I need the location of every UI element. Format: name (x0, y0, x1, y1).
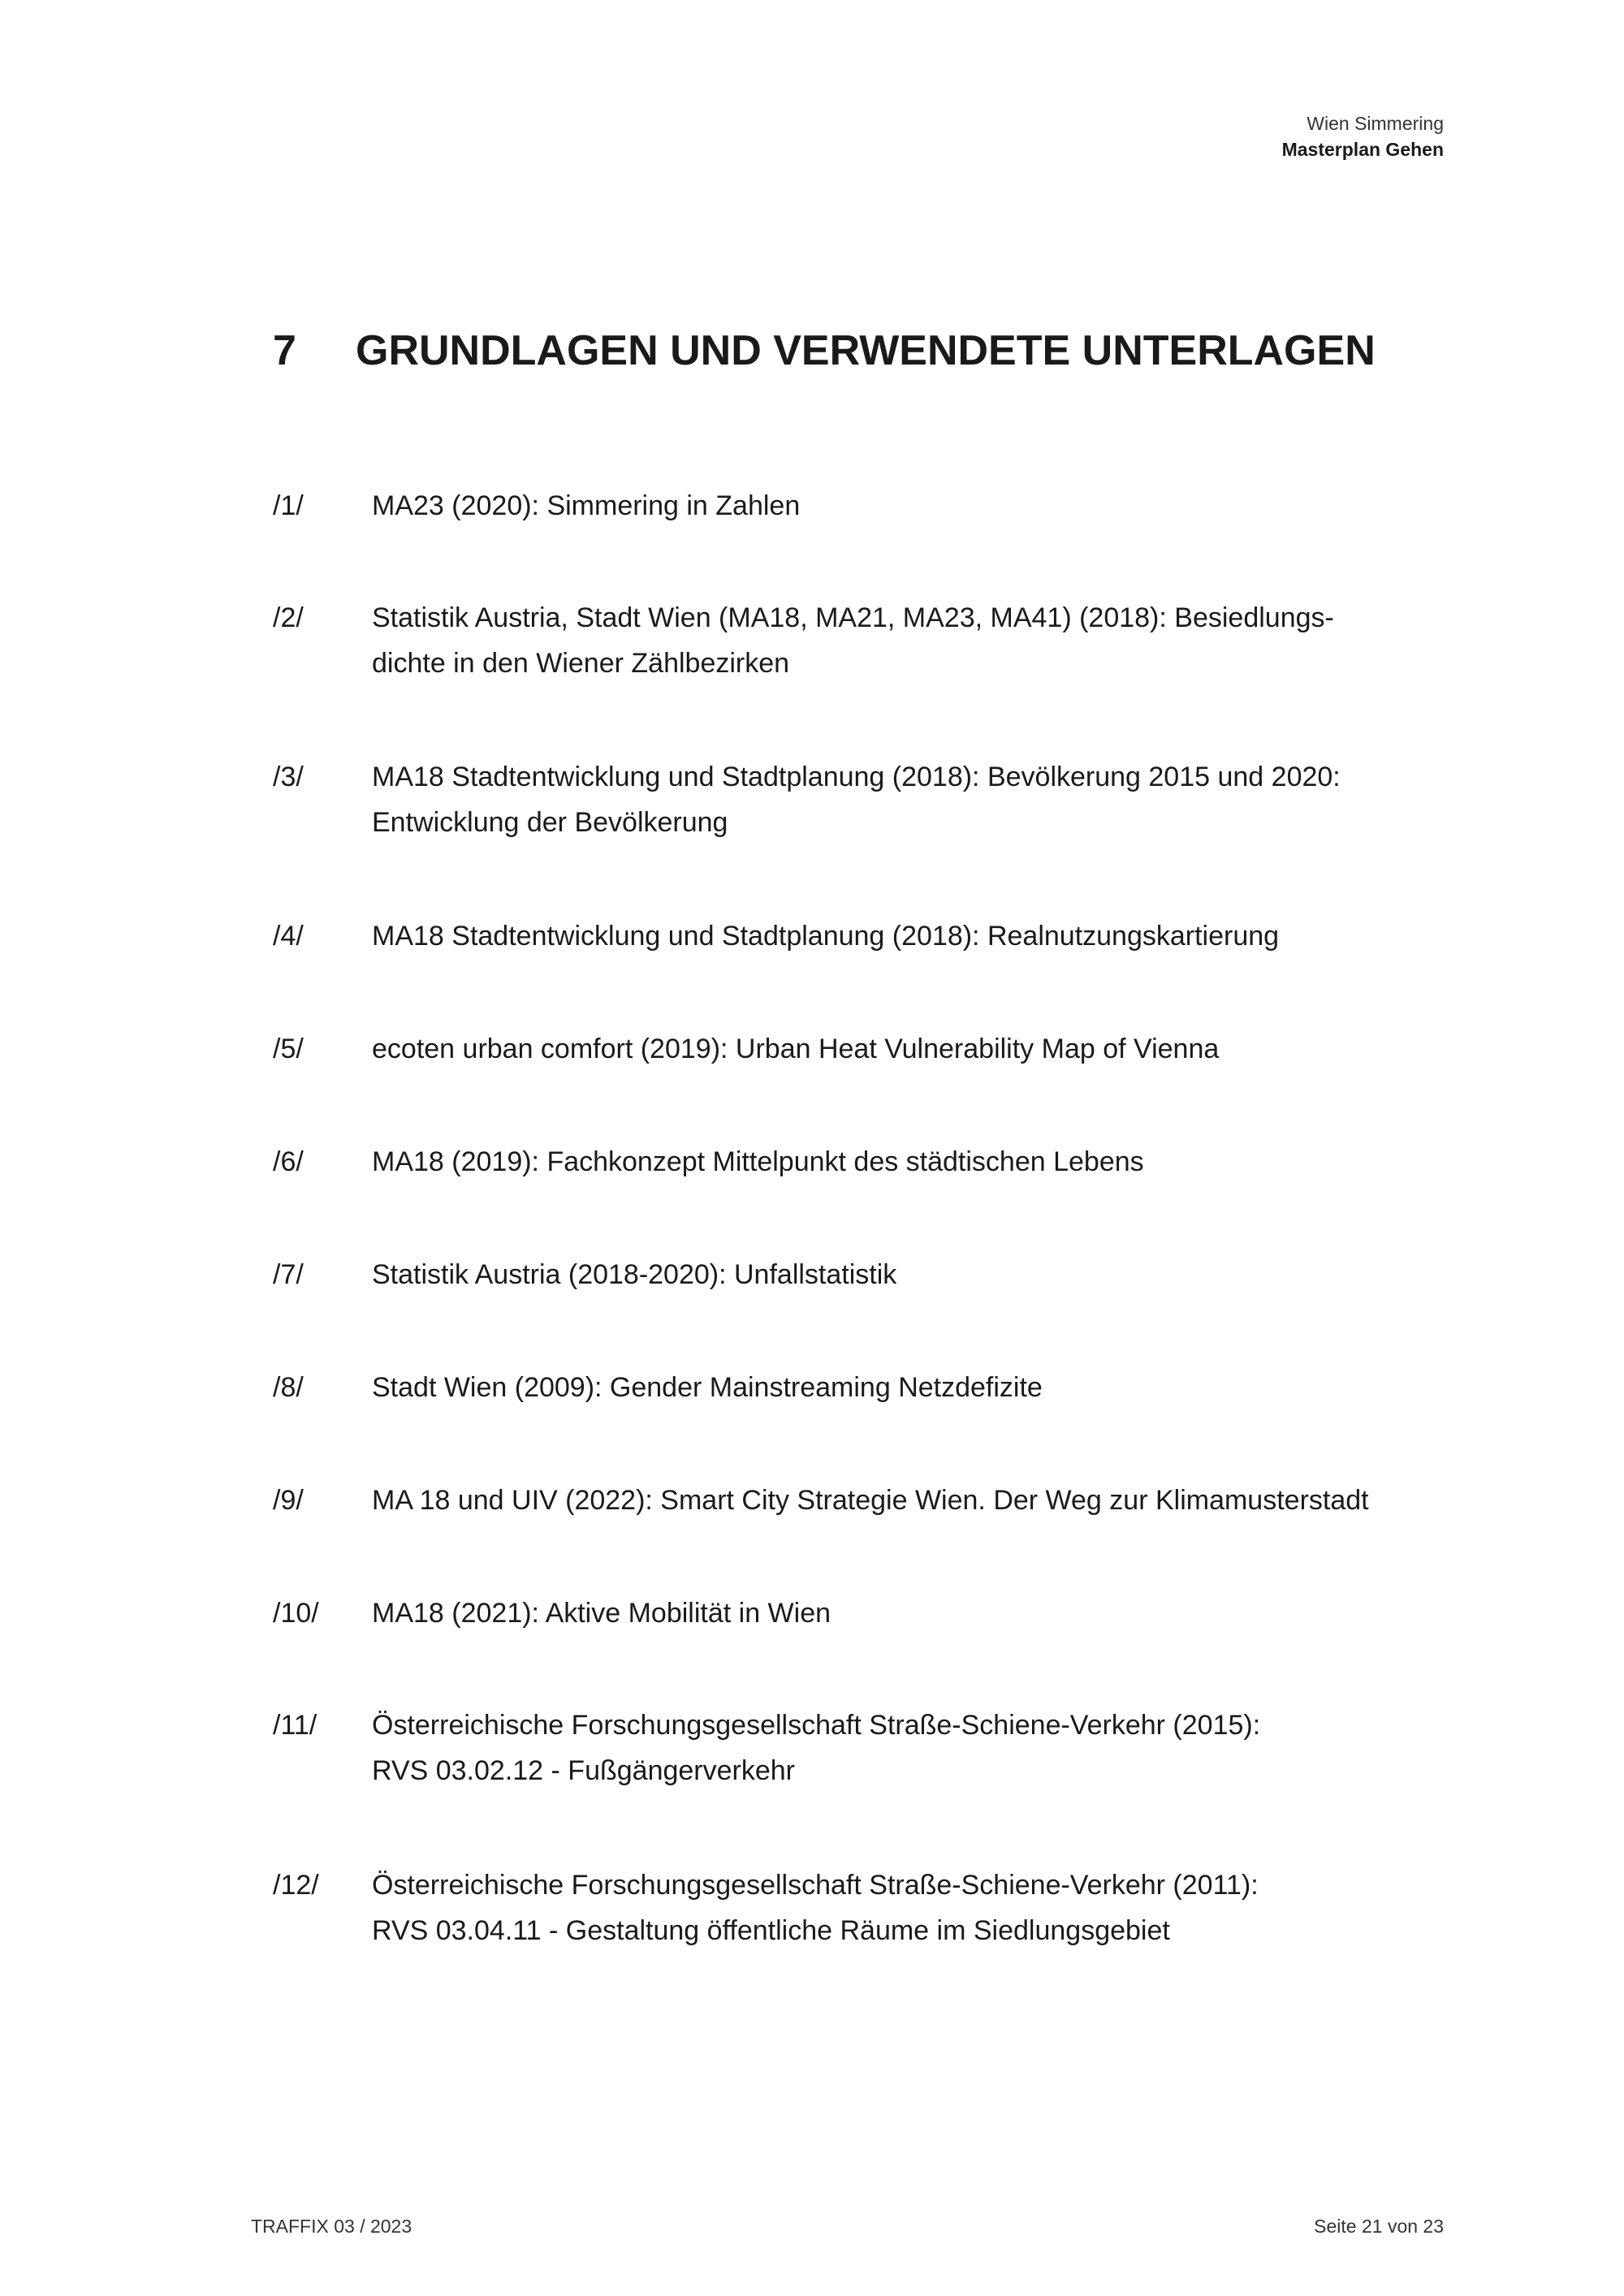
reference-item (273, 754, 1450, 845)
reference-line: Entwicklung der Bevölkerung (372, 807, 728, 838)
reference-text (372, 1139, 1450, 1185)
reference-line: MA23 (2020): Simmering in Zahlen (372, 490, 801, 521)
page-header (1282, 110, 1444, 162)
reference-text (372, 1703, 1450, 1793)
reference-item (273, 1252, 1450, 1297)
chapter-title: GRUNDLAGEN UND VERWENDETE UNTERLAGEN (356, 327, 1376, 374)
reference-item (273, 595, 1450, 686)
reference-line: Statistik Austria (2018-2020): Unfallstatistik (372, 1259, 897, 1290)
reference-text (372, 913, 1450, 959)
reference-text (372, 1862, 1450, 1953)
reference-item (273, 1590, 1450, 1636)
reference-number: /5/ (273, 1034, 304, 1064)
reference-number: /9/ (273, 1485, 304, 1516)
reference-line: MA 18 und UIV (2022): Smart City Strategie Wien. Der Weg zur Klimamusterstadt (372, 1485, 1369, 1516)
header-location: Wien Simmering (1307, 113, 1444, 134)
reference-number: /12/ (273, 1870, 319, 1901)
reference-number: /11/ (273, 1710, 317, 1741)
reference-item (273, 1703, 1450, 1793)
reference-text (372, 483, 1450, 529)
reference-number: /4/ (273, 921, 304, 952)
reference-item (273, 1478, 1450, 1523)
reference-text (372, 595, 1450, 686)
reference-number: /3/ (273, 762, 304, 792)
reference-line: Österreichische Forschungsgesellschaft Straße-Schiene-Verkehr (2011): (372, 1870, 1259, 1901)
reference-text (372, 1252, 1450, 1297)
reference-line: Österreichische Forschungsgesellschaft Straße-Schiene-Verkehr (2015): (372, 1710, 1261, 1741)
reference-item (273, 913, 1450, 959)
reference-text (372, 1026, 1450, 1072)
reference-line: RVS 03.04.11 - Gestaltung öffentliche Räume im Siedlungsgebiet (372, 1915, 1170, 1946)
reference-line: Statistik Austria, Stadt Wien (MA18, MA21, MA23, MA41) (2018): Besiedlungs- (372, 602, 1334, 633)
footer-page-number: Seite 21 von 23 (1314, 2216, 1444, 2237)
reference-text (372, 754, 1450, 845)
reference-text (372, 1590, 1450, 1636)
reference-item (273, 1365, 1450, 1410)
reference-number: /2/ (273, 602, 304, 633)
reference-line: Stadt Wien (2009): Gender Mainstreaming Netzdefizite (372, 1372, 1043, 1403)
chapter-number: 7 (273, 327, 296, 374)
reference-number: /6/ (273, 1146, 304, 1177)
reference-item (273, 1139, 1450, 1185)
reference-number: /7/ (273, 1259, 304, 1290)
reference-line: MA18 Stadtentwicklung und Stadtplanung (2018): Bevölkerung 2015 und 2020: (372, 762, 1341, 792)
reference-line: ecoten urban comfort (2019): Urban Heat Vulnerability Map of Vienna (372, 1034, 1220, 1064)
reference-text (372, 1478, 1450, 1523)
reference-item (273, 483, 1450, 529)
reference-line: RVS 03.02.12 - Fußgängerverkehr (372, 1755, 795, 1786)
reference-line: MA18 (2019): Fachkonzept Mittelpunkt des städtischen Lebens (372, 1146, 1144, 1177)
reference-item (273, 1026, 1450, 1072)
reference-line: MA18 Stadtentwicklung und Stadtplanung (2018): Realnutzungskartierung (372, 921, 1280, 952)
reference-number: /8/ (273, 1372, 304, 1403)
reference-text (372, 1365, 1450, 1410)
reference-item (273, 1862, 1450, 1953)
header-title: Masterplan Gehen (1281, 139, 1444, 160)
reference-number: /1/ (273, 490, 304, 521)
reference-number: /10/ (273, 1598, 319, 1629)
reference-line: MA18 (2021): Aktive Mobilität in Wien (372, 1598, 831, 1629)
footer-left: TRAFFIX 03 / 2023 (251, 2216, 412, 2237)
chapter-heading (273, 325, 1376, 377)
reference-line: dichte in den Wiener Zählbezirken (372, 648, 790, 679)
